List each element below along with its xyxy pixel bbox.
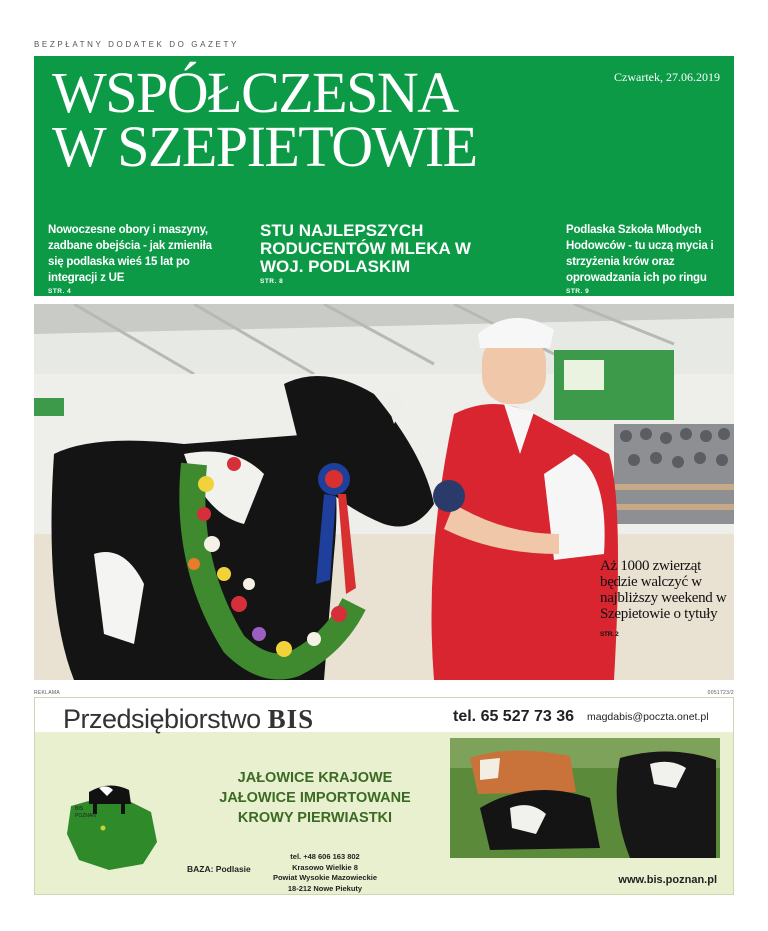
offer-line: JAŁOWICE KRAJOWE: [237, 770, 393, 786]
teaser-text: Podlaska Szkoła Młodych Hodowców - tu uczą mycia i strzyżenia krów oraz oprowadzania ich po ringu: [566, 224, 714, 284]
masthead: [34, 56, 734, 296]
address-line: tel. +48 606 163 802: [290, 852, 360, 861]
offer-line: JAŁOWICE IMPORTOWANE: [219, 790, 411, 806]
ad-reference-number: 0051723/2: [707, 690, 734, 696]
ad-phone: tel. 65 527 73 36: [453, 708, 574, 725]
issue-date: Czwartek, 27.06.2019: [614, 70, 720, 84]
title-line-2: W SZEPIETOWIE: [52, 114, 477, 179]
company-prefix: Przedsiębiorstwo: [63, 704, 261, 734]
photo-caption: [600, 558, 734, 643]
offer-line: KROWY PIERWIASTKI: [237, 810, 393, 826]
teaser-text: STU NAJLEPSZYCH RODUCENTÓW MLEKA W WOJ. PODLASKIM: [260, 221, 471, 276]
ad-cows-photo: [450, 738, 720, 858]
ad-company-name: [63, 704, 314, 735]
teaser-1[interactable]: [48, 222, 218, 295]
map-label-bis: BIS: [75, 806, 84, 812]
address-line: Powiat Wysokie Mazowieckie: [272, 873, 378, 882]
ad-address: [250, 852, 400, 894]
company-name: BIS: [267, 704, 315, 734]
map-labels: [75, 806, 96, 820]
teaser-text: Nowoczesne obory i maszyny, zadbane obejścia - jak zmieniła się podlaska wieś 15 lat po integracji z UE: [48, 224, 212, 284]
title-line-1: WSPÓŁCZESNA: [52, 60, 458, 125]
caption-text: Aż 1000 zwierząt będzie walczyć w najbliższy weekend w Szepietowie o tytuły: [600, 558, 727, 622]
teaser-2[interactable]: [260, 222, 500, 285]
teaser-3[interactable]: [566, 222, 726, 295]
teaser-page: STR. 9: [566, 288, 590, 295]
ad-base-location: BAZA: Podlasie: [187, 864, 251, 874]
cover-photo[interactable]: [34, 304, 734, 680]
teaser-page: STR. 4: [48, 288, 72, 295]
address-line: Krasowo Wielkie 8: [292, 862, 358, 872]
address-line: 18-212 Nowe Piekuty: [287, 883, 363, 893]
advertisement[interactable]: [34, 697, 734, 895]
ad-offers: [175, 768, 455, 828]
ad-email: magdabis@poczta.onet.pl: [587, 711, 709, 723]
ad-label: REKLAMA: [34, 690, 60, 696]
caption-page: STR. 2: [600, 631, 619, 638]
teaser-page: STR. 8: [260, 278, 284, 285]
map-label-city: POZNAŃ: [75, 813, 96, 819]
newspaper-title: [52, 60, 477, 179]
ad-website[interactable]: www.bis.poznan.pl: [618, 874, 717, 886]
supplement-label: BEZPŁATNY DODATEK DO GAZETY: [34, 40, 239, 49]
